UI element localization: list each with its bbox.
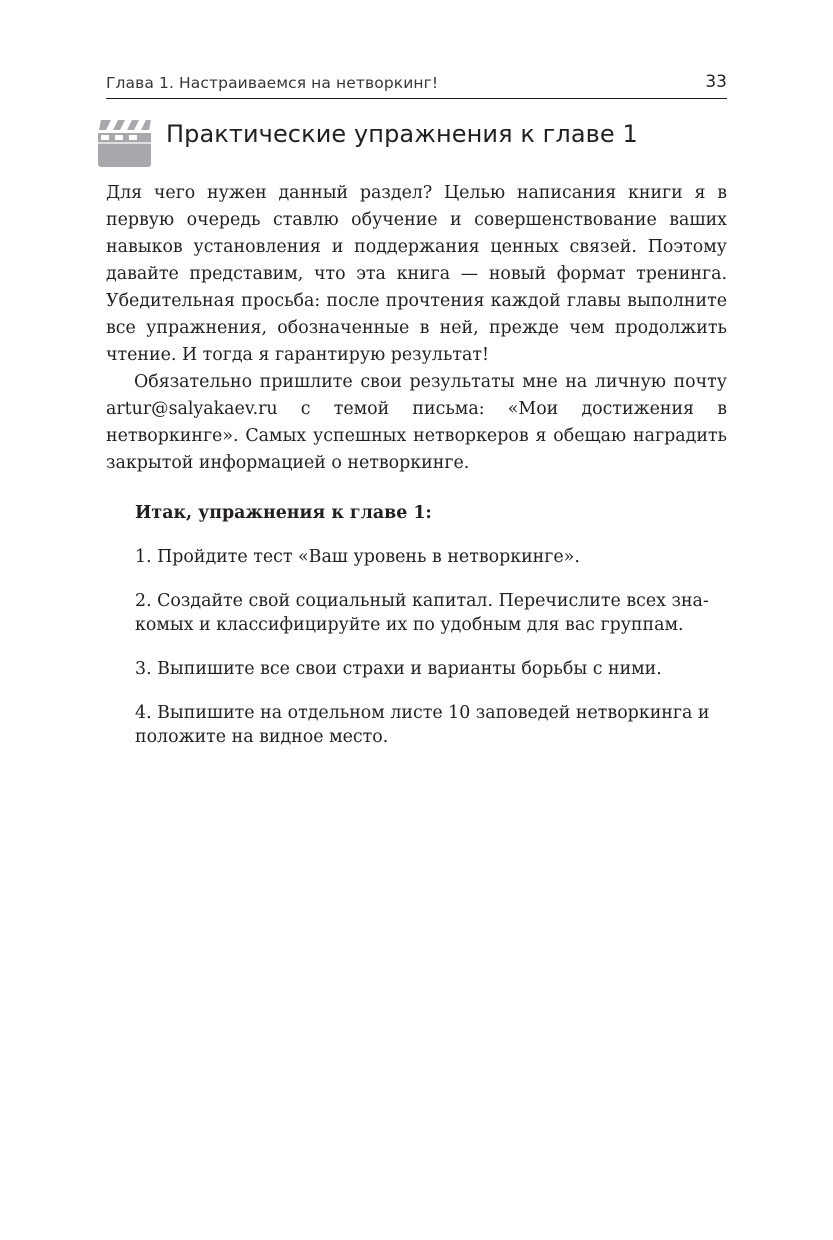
exercise-item: 2. Создайте свой социальный капитал. Перечислите всех знакомых и классифицируйте их по удобным для вас группам. [135, 591, 709, 635]
running-title: Глава 1. Настраиваемся на нетворкинг! [106, 74, 439, 92]
clapperboard-icon [97, 118, 153, 168]
section-heading: Практические упражнения к главе 1 [166, 120, 638, 148]
exercise-list-lead: Итак, упражнения к главе 1: [135, 503, 432, 523]
running-head [106, 74, 727, 99]
page-number: 33 [705, 72, 727, 92]
exercise-list [135, 501, 727, 769]
body-paragraph-2: Обязательно пришлите свои результаты мне на личную почту artur@salyakaev.ru с темой письма: «Мои достижения в нетворкинге». Самых успешных нетворкеров я обещаю наградить закрытой информацией о нетворкинге. [106, 372, 727, 473]
exercise-item: 1. Пройдите тест «Ваш уровень в нетворкинге». [135, 547, 580, 567]
exercise-item: 4. Выпишите на отдельном листе 10 заповедей нетворкинга и положите на видное место. [135, 703, 710, 747]
exercise-item: 3. Выпишите все свои страхи и варианты борьбы с ними. [135, 659, 662, 679]
body-text [106, 180, 727, 477]
body-paragraph-1: Для чего нужен данный раздел? Целью написания книги я в первую очередь ставлю обучение и совершенствование ваших навыков установления и поддержания ценных связей. Поэтому давайте представим, что эта книга — новый формат тренинга. Убедительная просьба: после прочтения каждой главы выполните все упражнения, обозначенные в ней, прежде чем продолжить чтение. И тогда я гарантирую результат! [106, 183, 727, 365]
